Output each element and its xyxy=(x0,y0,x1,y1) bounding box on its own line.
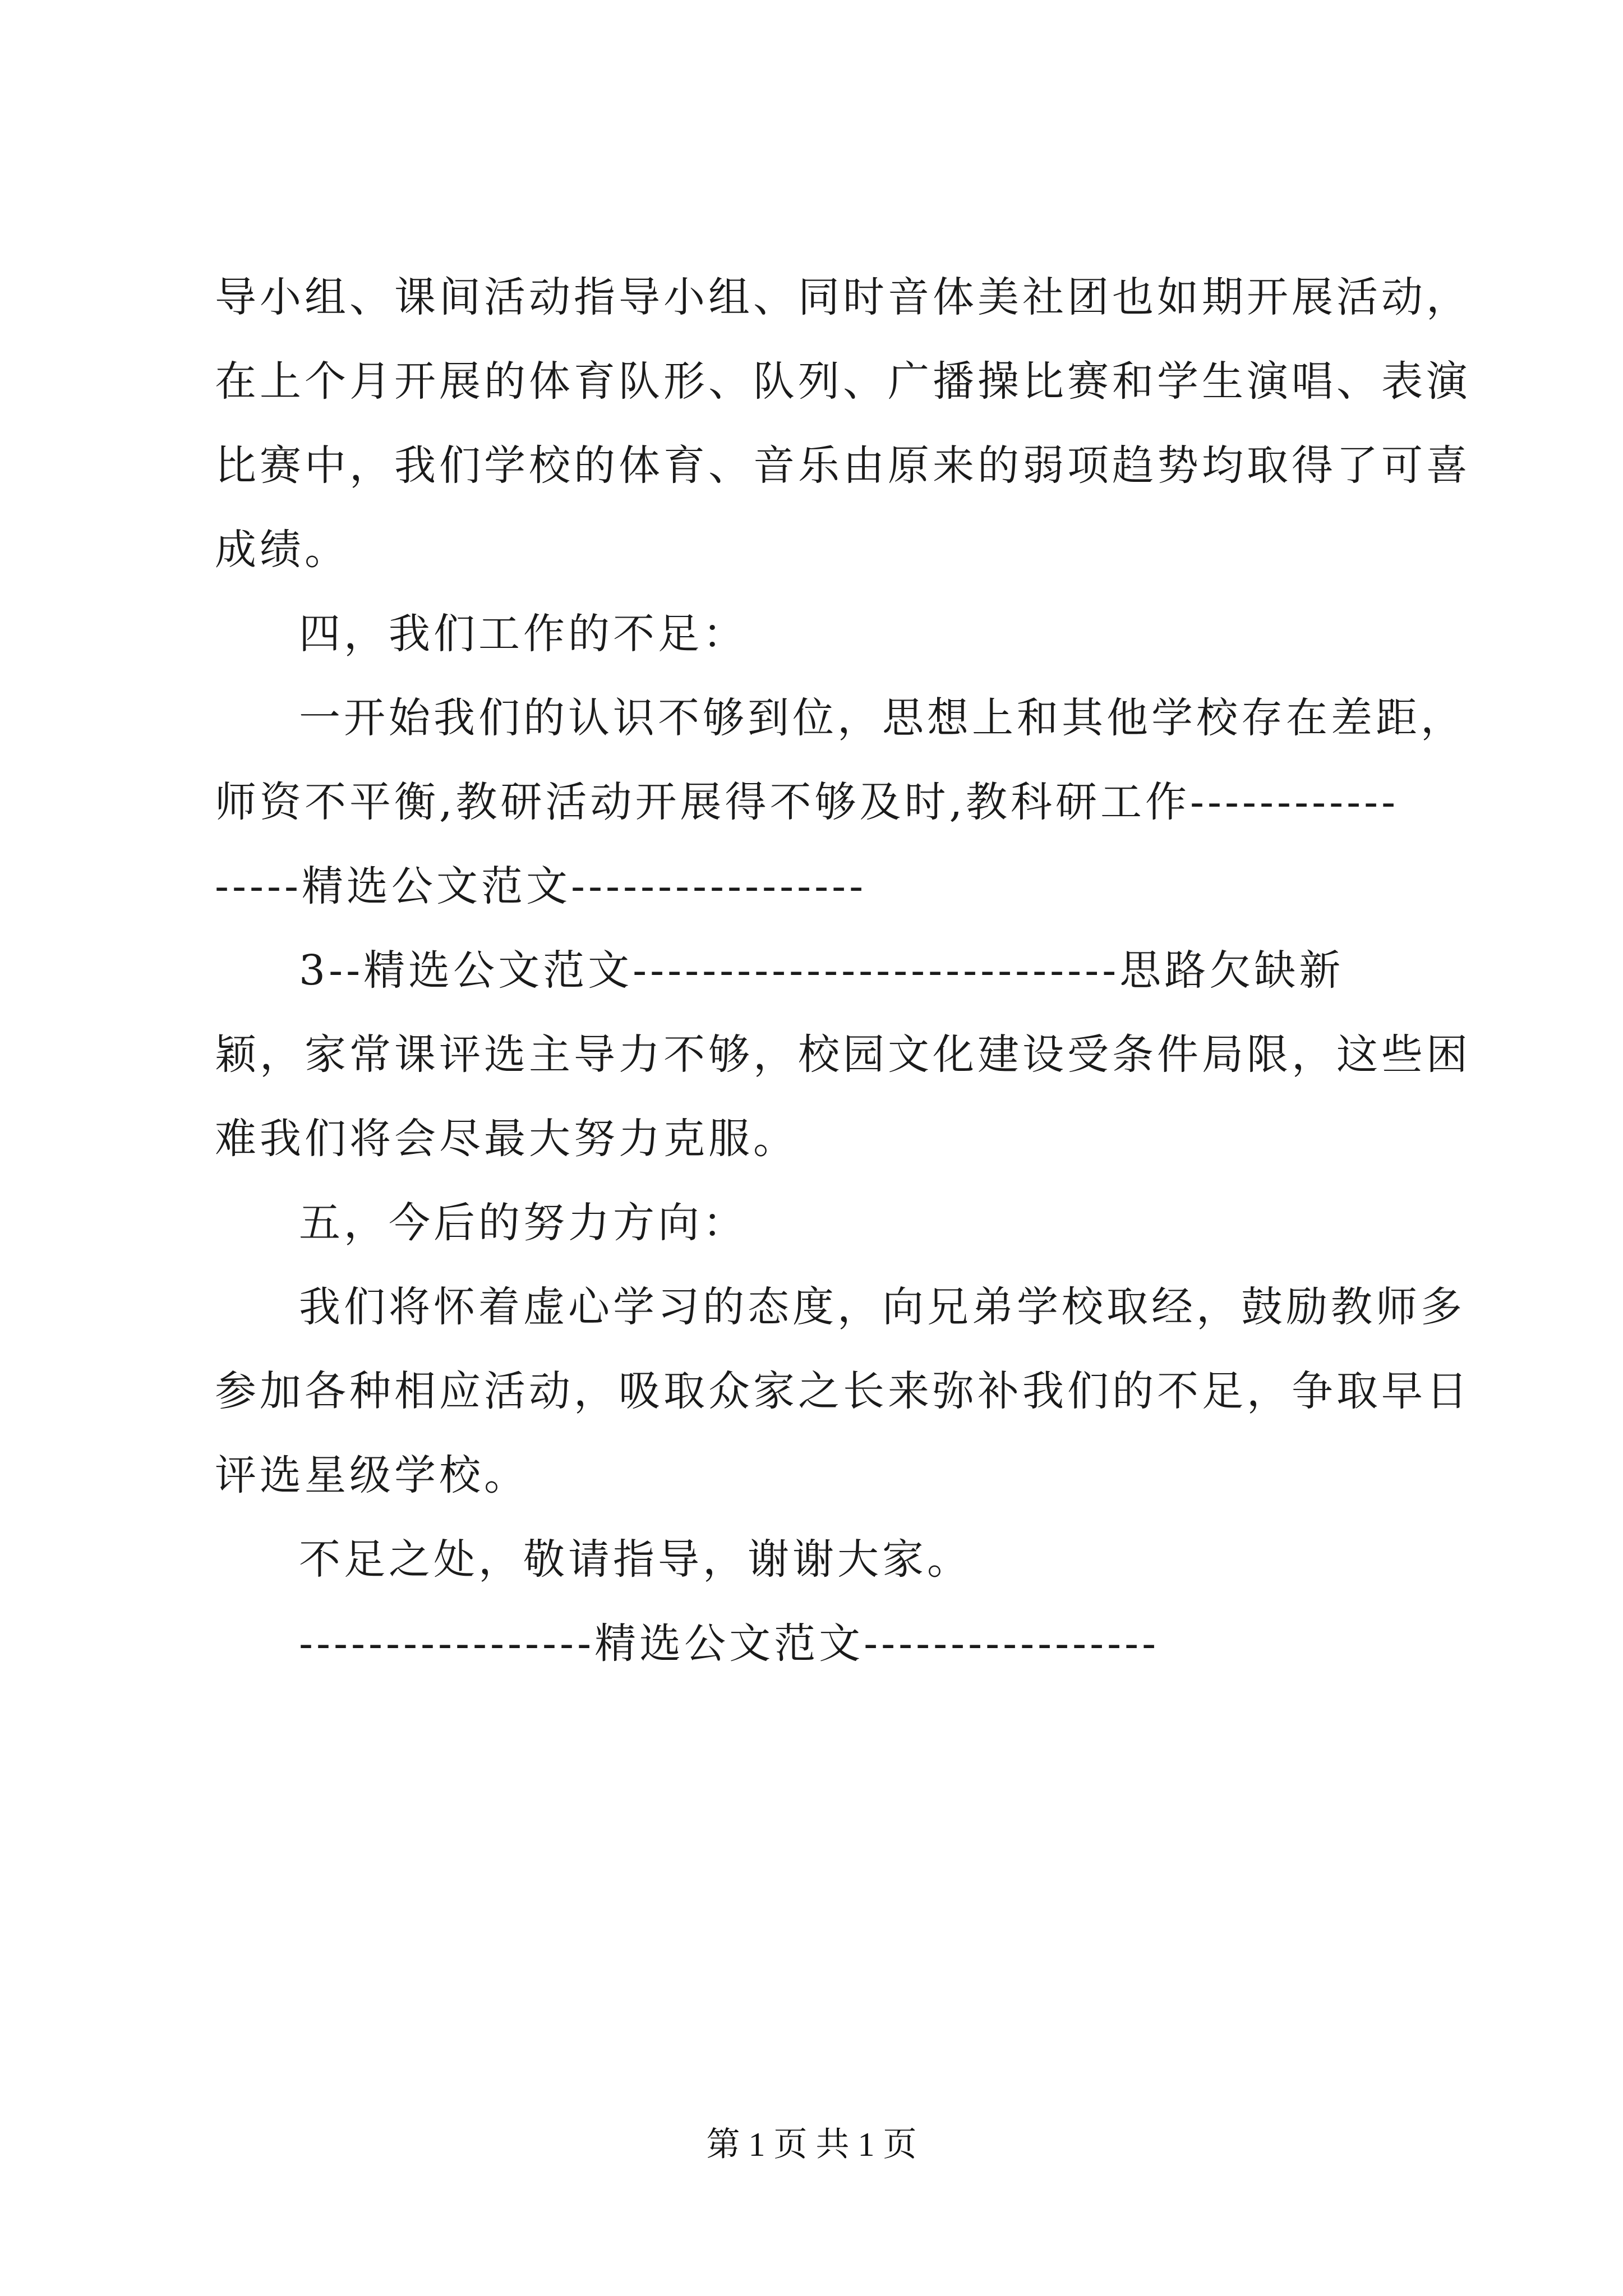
text-line: 3--精选公文范文----------------------------思路欠缺新 xyxy=(299,946,1344,995)
text-line: -----精选公文范文----------------- xyxy=(215,862,867,910)
document-body xyxy=(215,255,1471,1686)
text-line: 导小组、课间活动指导小组、同时音体美社团也如期开展活动， xyxy=(215,273,1471,321)
text-line: 在上个月开展的体育队形、队列、广播操比赛和学生演唱、表演 xyxy=(215,357,1471,406)
text-line: 颖，家常课评选主导力不够，校园文化建设受条件局限，这些困 xyxy=(215,1030,1471,1079)
text-line: 参加各种相应活动，吸取众家之长来弥补我们的不足，争取早日 xyxy=(215,1367,1471,1415)
text-line: 我们将怀着虚心学习的态度，向兄弟学校取经，鼓励教师多 xyxy=(299,1283,1465,1331)
text-line: 不足之处，敬请指导，谢谢大家。 xyxy=(299,1535,972,1584)
text-line: 五，今后的努力方向： xyxy=(299,1199,748,1247)
text-line: 师资不平衡,教研活动开展得不够及时,教科研工作------------ xyxy=(215,778,1399,826)
text-line: 比赛中，我们学校的体育、音乐由原来的弱项趋势均取得了可喜 xyxy=(215,441,1471,490)
text-line: 一开始我们的认识不够到位，思想上和其他学校存在差距， xyxy=(299,694,1465,742)
text-line: 四，我们工作的不足： xyxy=(299,610,748,658)
text-line: 成绩。 xyxy=(215,526,349,574)
text-line: -----------------精选公文范文----------------- xyxy=(299,1619,1160,1668)
text-line: 难我们将会尽最大努力克服。 xyxy=(215,1115,798,1163)
text-line: 评选星级学校。 xyxy=(215,1451,529,1499)
page-footer: 第 1 页 共 1 页 xyxy=(706,2126,917,2163)
